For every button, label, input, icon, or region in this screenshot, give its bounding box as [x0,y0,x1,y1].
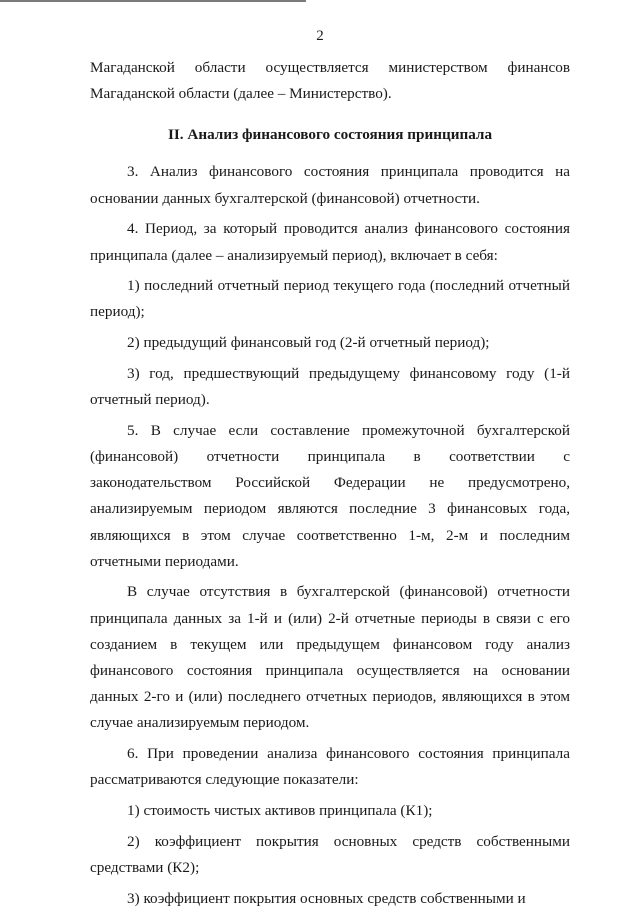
paragraph-4: 4. Период, за который проводится анализ финансового состояния принципала (далее – анализируемый период), включает в себя: [90,220,570,264]
scan-edge-line [0,0,306,2]
paragraph-5: 5. В случае если составление промежуточной бухгалтерской (финансовой) отчетности принципала в соответствии с законодательством Российской Федерации не предусмотрено, анализируемым периодом являются последние 3 финансовых года, являющихся в этом случае соответственно 1-м, 2-м и последним отчетными периодами. [90,421,570,570]
list-item-2: 2) предыдущий финансовый год (2-й отчетный период); [127,334,490,352]
section-heading: II. Анализ финансового состояния принципала [167,126,493,144]
paragraph-continuation: Магаданской области осуществляется министерством финансов Магаданской области (далее – Министерство). [90,59,570,103]
page-number: 2 [316,28,324,44]
list-item-3: 3) год, предшествующий предыдущему финансовому году (1-й отчетный период). [90,364,570,409]
paragraph-6: 6. При проведении анализа финансового состояния принципала рассматриваются следующие показатели: [90,745,570,789]
paragraph-3: 3. Анализ финансового состояния принципала проводится на основании данных бухгалтерской (финансовой) отчетности. [90,163,570,207]
indicator-item-2: 2) коэффициент покрытия основных средств собственными средствами (К2); [90,832,570,876]
indicator-item-1: 1) стоимость чистых активов принципала (К1); [127,802,433,820]
paragraph-5-continued: В случае отсутствия в бухгалтерской (финансовой) отчетности принципала данных за 1-й и (или) 2-й отчетные периоды в связи с его созданием в текущем или предыдущем финансовом году анализ финансового состояния принципала осуществляется на основании данных 2-го и (или) последнего отчетных периодов, являющихся в этом случае анализируемым периодом. [90,583,570,732]
list-item-1: 1) последний отчетный период текущего года (последний отчетный период); [90,277,570,321]
indicator-item-3: 3) коэффициент покрытия основных средств собственными и [127,889,526,907]
document-body [90,55,570,912]
